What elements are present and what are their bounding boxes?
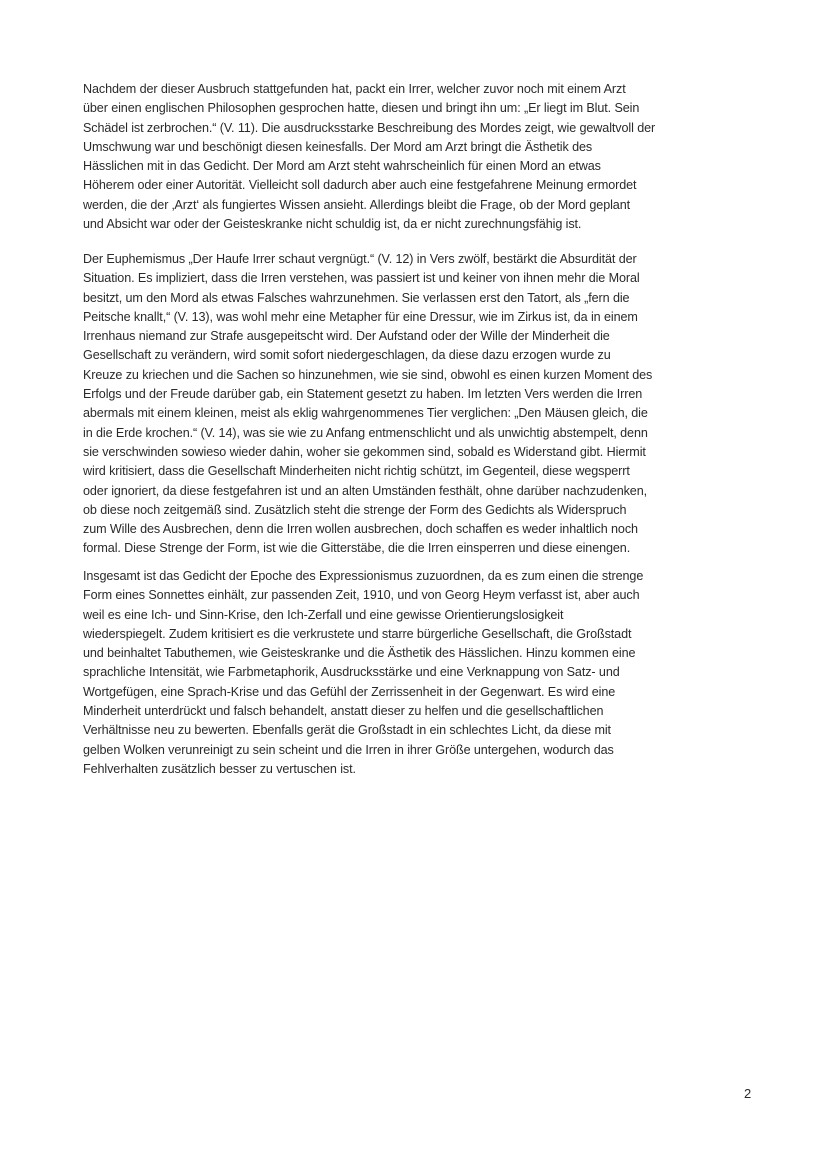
- text-line: Gesellschaft zu verändern, wird somit sofort niedergeschlagen, da diese dazu erzogen wurde zu: [83, 348, 611, 363]
- text-line: Insgesamt ist das Gedicht der Epoche des Expressionismus zuzuordnen, da es zum einen die strenge: [83, 569, 644, 583]
- text-line: Hässlichen mit in das Gedicht. Der Mord am Arzt steht wahrscheinlich für einen Mord an etwas: [83, 159, 601, 174]
- text-line: Fehlverhalten zusätzlich besser zu vertuschen ist.: [83, 761, 356, 776]
- text-line: in die Erde krochen.“ (V. 14), was sie wie zu Anfang entmenschlicht und als unwichtig abstempelt, denn: [83, 425, 648, 440]
- text-line: Der Euphemismus „Der Haufe Irrer schaut vergnügt.“ (V. 12) in Vers zwölf, bestärkt die Absurdität der: [83, 252, 637, 266]
- text-line: zum Wille des Ausbrechen, denn die Irren wollen ausbrechen, doch schaffen es weder inhaltlich noch: [83, 522, 638, 537]
- text-line: Umschwung war und beschönigt diesen keinesfalls. Der Mord am Arzt bringt die Ästhetik des: [83, 139, 593, 154]
- text-line: Erfolgs und der Freude darüber gab, ein Statement gesetzt zu haben. Im letzten Vers werden die Irren: [83, 387, 643, 402]
- text-line: gelben Wolken verunreinigt zu sein scheint und die Irren in ihrer Größe untergehen, wodurch das: [83, 742, 614, 757]
- page-number: 2: [744, 1086, 752, 1101]
- text-line: werden, die der ‚Arzt‘ als fungiertes Wissen ansieht. Allerdings bleibt die Frage, ob der Mord geplant: [83, 197, 631, 212]
- text-line: wiederspiegelt. Zudem kritisiert es die verkrustete und starre bürgerliche Gesellschaft, die Großstadt: [83, 626, 632, 641]
- text-line: besitzt, um den Mord als etwas Falsches wahrzunehmen. Sie verlassen erst den Tatort, als „fern die: [83, 290, 630, 305]
- text-line: wird kritisiert, dass die Gesellschaft Minderheiten nicht richtig schützt, im Gegenteil, diese wegsperrt: [83, 464, 630, 479]
- text-line: Schädel ist zerbrochen.“ (V. 11). Die ausdrucksstarke Beschreibung des Mordes zeigt, wie gewaltvoll der: [83, 120, 656, 135]
- text-line: Form eines Sonnettes einhält, zur passenden Zeit, 1910, und von Georg Heym verfasst ist, aber auch: [83, 588, 640, 603]
- text-line: formal. Diese Strenge der Form, ist wie die Gitterstäbe, die die Irren einsperren und diese einengen.: [83, 541, 631, 556]
- paragraph-mord-am-arzt: [83, 80, 763, 234]
- text-line: Situation. Es impliziert, dass die Irren verstehen, was passiert ist und keiner von ihnen mehr die Moral: [83, 271, 640, 286]
- text-line: Irrenhaus niemand zur Strafe ausgepeitscht wird. Der Aufstand oder der Wille der Minderheit die: [83, 329, 610, 344]
- text-line: abermals mit einem kleinen, meist als eklig wahrgenommenes Tier verglichen: „Den Mäusen gleich, die: [83, 406, 648, 421]
- text-line: Minderheit unterdrückt und falsch behandelt, anstatt dieser zu helfen und die gesellschaftlichen: [83, 704, 604, 719]
- text-line: sprachliche Intensität, wie Farbmetaphorik, Ausdrucksstärke und eine Verknappung von Satz- und: [83, 665, 620, 680]
- text-line: und Absicht war oder der Geisteskranke nicht schuldig ist, da er nicht zurechnungsfähig ist.: [83, 217, 582, 232]
- text-line: weil es eine Ich- und Sinn-Krise, den Ich-Zerfall und eine gewisse Orientierungslosigkeit: [83, 607, 564, 622]
- text-line: oder ignoriert, da diese festgefahren ist und an alten Umständen festhält, ohne darüber nachzudenken,: [83, 483, 647, 498]
- paragraph-euphemismus: [83, 250, 763, 559]
- text-line: Peitsche knallt,“ (V. 13), was wohl mehr eine Metapher für eine Dressur, wie im Zirkus ist, da in einem: [83, 309, 638, 324]
- text-line: Verhältnisse neu zu bewerten. Ebenfalls gerät die Großstadt in ein schlechtes Licht, da diese mit: [83, 723, 611, 738]
- text-line: und beinhaltet Tabuthemen, wie Geisteskranke und die Ästhetik des Hässlichen. Hinzu kommen eine: [83, 646, 636, 661]
- text-line: sie verschwinden sowieso wieder dahin, woher sie gekommen sind, sobald es Widerstand gibt. Hiermit: [83, 444, 646, 459]
- text-line: ob diese noch zeitgemäß sind. Zusätzlich steht die strenge der Form des Gedichts als Widerspruch: [83, 502, 627, 517]
- text-line: über einen englischen Philosophen gesprochen hatte, diesen und bringt ihn um: „Er liegt im Blut. Sein: [83, 101, 640, 116]
- text-line: Kreuze zu kriechen und die Sachen so hinzunehmen, wie sie sind, obwohl es einen kurzen Moment des: [83, 367, 653, 382]
- paragraph-fazit: [83, 567, 763, 779]
- text-line: Nachdem der dieser Ausbruch stattgefunden hat, packt ein Irrer, welcher zuvor noch mit einem Arzt: [83, 82, 626, 96]
- text-line: Wortgefügen, eine Sprach-Krise und das Gefühl der Zerrissenheit in der Gegenwart. Es wird eine: [83, 684, 616, 699]
- text-line: Höherem oder einer Autorität. Vielleicht soll dadurch aber auch eine festgefahrene Meinung ermordet: [83, 178, 637, 193]
